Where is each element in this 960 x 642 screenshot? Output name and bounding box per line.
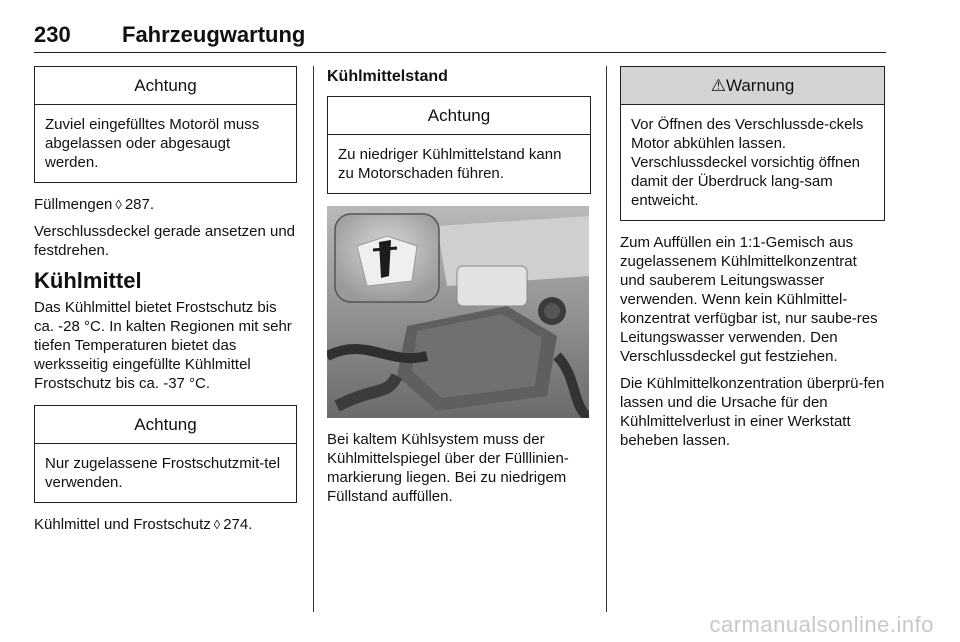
engine-bay-illustration [327,206,589,418]
paragraph-coolant: Das Kühlmittel bietet Frostschutz bis ca. -28 °C. In kalten Regionen mit sehr tiefen Temperaturen bietet das werksseitig eingefüllte Kühlmittel Frostschutz bis ca. -37 °C. [34,299,292,392]
capacities-reference [34,195,297,214]
paragraph-level: Bei kaltem Kühlsystem muss der Kühlmittelspiegel über der Fülllinien-markierung liegen. Bei zu niedrigem Füllstand auffüllen. [327,431,569,505]
reference-page: 287. [124,196,155,213]
caution-box-oil [34,66,297,183]
caution-title: Achtung [35,406,296,444]
paragraph-cap: Verschlussdeckel gerade ansetzen und festdrehen. [34,223,296,259]
warning-title-bar [621,67,884,105]
section-title: Kühlmittel [34,268,142,293]
caution-title: Achtung [328,97,590,135]
page-header [34,22,886,53]
reference-page: 274. [223,516,253,533]
caution-text: Zuviel eingefülltes Motoröl muss abgelassen oder abgesaugt werden. [45,116,260,171]
engine-bay-photo [327,206,589,418]
column-1 [34,66,297,542]
reference-text: Kühlmittel und Frostschutz [34,516,211,533]
warning-text: Vor Öffnen des Verschlussde-ckels Motor abkühlen lassen. Verschlussdeckel vorsichtig öffnen damit der Überdruck lang-sam entweicht. [631,116,864,209]
caution-title: Achtung [35,67,296,105]
page-reference-icon: ◊ [213,517,221,532]
chapter-title: Fahrzeugwartung [122,22,306,47]
column-divider-1 [313,66,314,612]
caution-box-level [327,96,591,194]
warning-title: Warnung [725,76,795,95]
column-2 [327,66,591,514]
warning-box [620,66,885,221]
caution-box-antifreeze [34,405,297,503]
page-reference-icon: ◊ [115,197,122,212]
caution-text: Nur zugelassene Frostschutzmit-tel verwenden. [45,455,281,491]
watermark: carmanualsonline.info [709,612,934,637]
coolant-reference [34,515,297,534]
paragraph-mixture: Zum Auffüllen ein 1:1-Gemisch aus zugelassenem Kühlmittelkonzentrat und sauberem Leitungswasser verwenden. Wenn kein Kühlmittel-konzentrat verfügbar ist, nur saube-res Leitungswasser verwenden. Den Verschlussdeckel gut festziehen. [620,234,878,365]
paragraph-concentration: Die Kühlmittelkonzentration überprü-fen lassen und die Ursache für den Kühlmittelverlust in einer Werkstatt beheben lassen. [620,375,885,449]
column-divider-2 [606,66,607,612]
column-3 [620,66,885,458]
caution-text: Zu niedriger Kühlmittelstand kann zu Motorschaden führen. [338,146,562,182]
reference-text: Füllmengen [34,196,113,213]
page-number: 230 [34,22,71,47]
subsection-title: Kühlmittelstand [327,68,448,85]
warning-icon: ⚠ [710,76,726,95]
